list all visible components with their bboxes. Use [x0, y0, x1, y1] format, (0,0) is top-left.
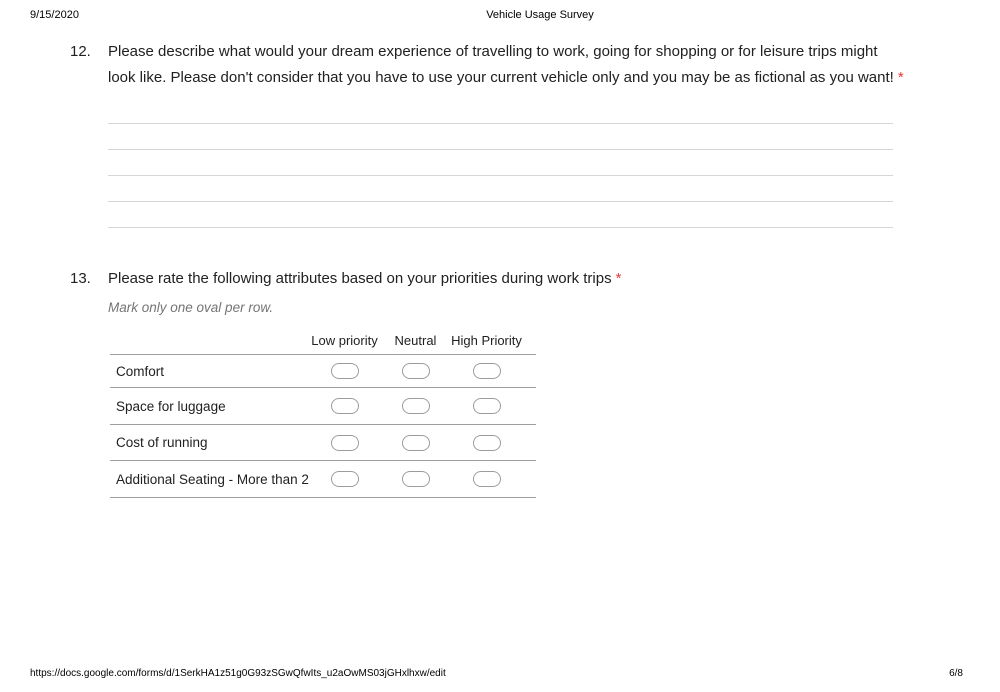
question-13 [70, 266, 910, 292]
required-asterisk-q12: * [897, 69, 904, 86]
rating-grid [110, 328, 536, 498]
question-13-text [108, 266, 910, 292]
answer-writing-line [108, 123, 893, 124]
column-header-neutral: Neutral [394, 333, 437, 348]
oval-cost-of-running-high-priority[interactable] [473, 435, 501, 451]
oval-space-for-luggage-neutral[interactable] [402, 398, 430, 414]
row-label-additional-seating: Additional Seating - More than 2 [116, 471, 309, 487]
oval-comfort-low-priority[interactable] [331, 363, 359, 379]
oval-space-for-luggage-high-priority[interactable] [473, 398, 501, 414]
grid-corner-cell [110, 348, 309, 354]
row-label-comfort: Comfort [116, 363, 165, 379]
oval-additional-seating-neutral[interactable] [402, 471, 430, 487]
print-date: 9/15/2020 [30, 9, 79, 21]
oval-comfort-high-priority[interactable] [473, 363, 501, 379]
footer-url: https://docs.google.com/forms/d/1SerkHA1z51g0G93zSGwQfwIts_u2aOwMS03jGHxlhxw/edit [30, 668, 446, 679]
question-12-text [108, 39, 910, 91]
oval-space-for-luggage-low-priority[interactable] [331, 398, 359, 414]
answer-writing-line [108, 227, 893, 228]
column-header-low-priority: Low priority [311, 333, 378, 348]
answer-writing-line [108, 175, 893, 176]
oval-cost-of-running-neutral[interactable] [402, 435, 430, 451]
oval-comfort-neutral[interactable] [402, 363, 430, 379]
question-12-number: 12. [70, 43, 91, 60]
question-12-text-line1: Please describe what would your dream experience of travelling to work, going for shopping or for leisure trips might [108, 43, 878, 60]
column-header-high-priority: High Priority [451, 333, 522, 348]
grid-row-cost-of-running [110, 425, 536, 461]
grid-row-space-for-luggage [110, 388, 536, 425]
question-12-text-line2: look like. Please don't consider that you have to use your current vehicle only and you may be as fictional as you want! [108, 69, 894, 86]
question-13-number: 13. [70, 270, 91, 287]
required-asterisk-q13: * [615, 270, 622, 287]
row-label-space-for-luggage: Space for luggage [116, 398, 226, 414]
document-title: Vehicle Usage Survey [486, 9, 594, 21]
row-label-cost-of-running: Cost of running [116, 435, 208, 450]
grid-row-comfort [110, 355, 536, 388]
answer-writing-line [108, 149, 893, 150]
question-13-text-line: Please rate the following attributes based on your priorities during work trips [108, 270, 612, 287]
oval-additional-seating-high-priority[interactable] [473, 471, 501, 487]
question-12 [70, 39, 910, 91]
oval-cost-of-running-low-priority[interactable] [331, 435, 359, 451]
answer-writing-line [108, 201, 893, 202]
oval-additional-seating-low-priority[interactable] [331, 471, 359, 487]
rating-grid-header [110, 328, 536, 355]
grid-instruction: Mark only one oval per row. [108, 300, 274, 315]
long-answer-area [108, 123, 893, 253]
footer-page-indicator: 6/8 [949, 668, 963, 679]
grid-row-additional-seating [110, 461, 536, 498]
